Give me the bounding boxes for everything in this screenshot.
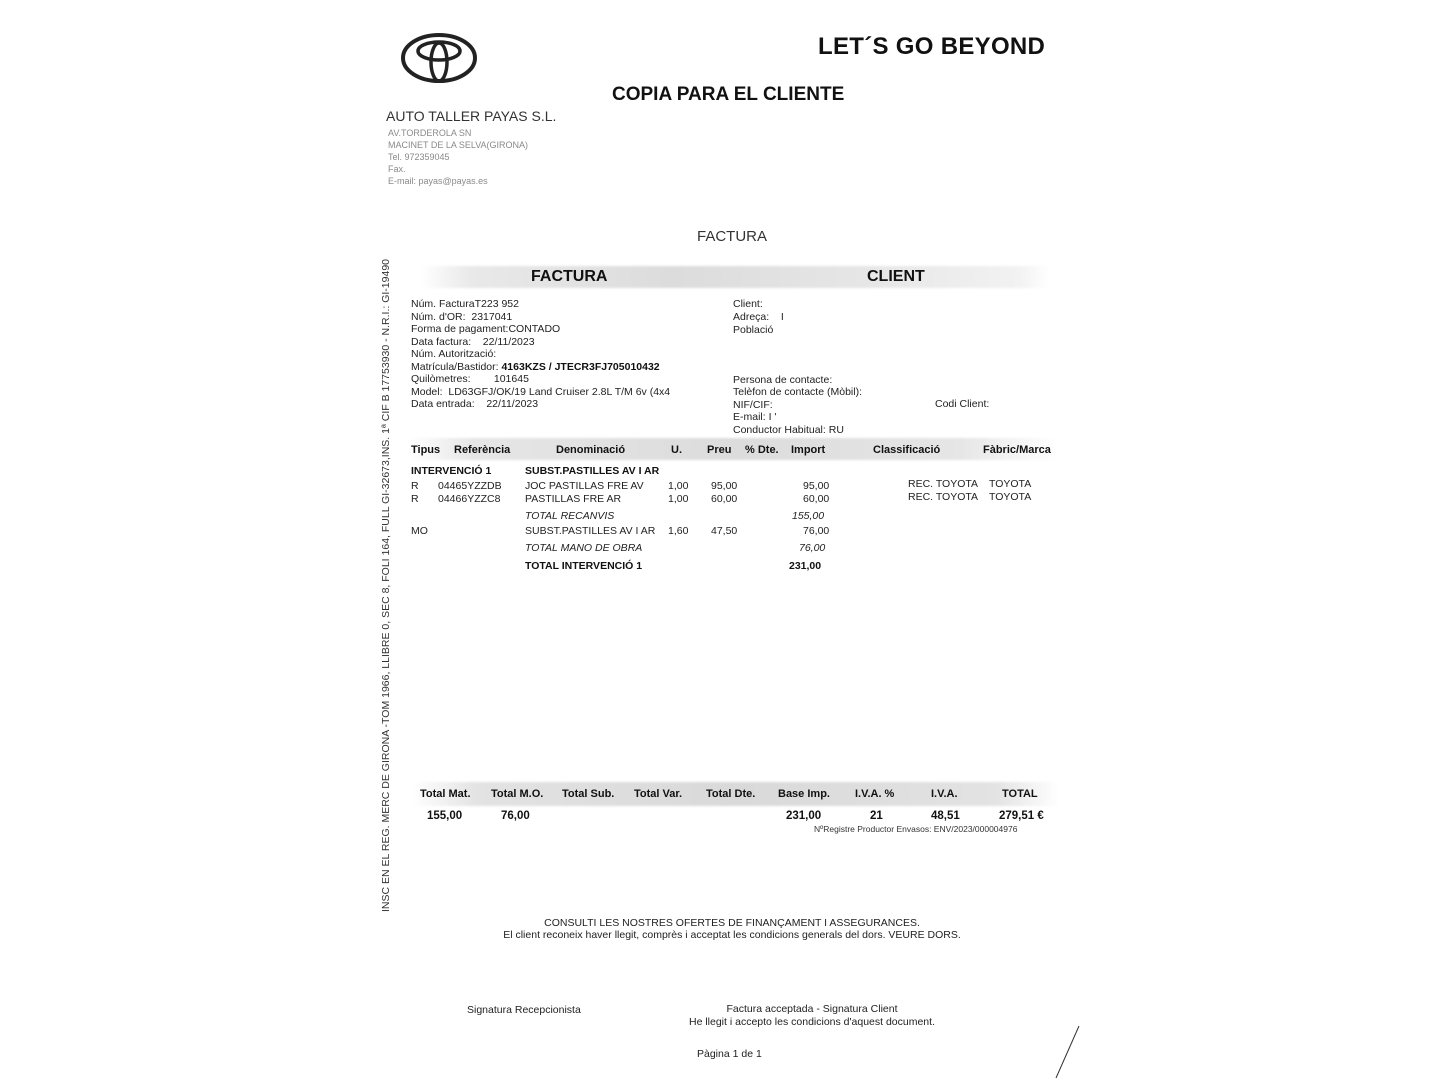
- client-city: Població: [733, 324, 774, 336]
- client-address: Adreça: I: [733, 311, 784, 323]
- company-phone: Tel. 972359045: [388, 152, 450, 162]
- client-phone: Telèfon de contacte (Mòbil):: [733, 386, 862, 398]
- row-type: MO: [411, 525, 428, 537]
- row-reference: 04465YZZDB: [438, 480, 502, 492]
- authorization-number: Núm. Autorització:: [411, 348, 497, 360]
- section-invoice-heading: FACTURA: [531, 268, 608, 285]
- invoice-date: Data factura: 22/11/2023: [411, 336, 535, 348]
- copy-label: COPIA PARA EL CLIENTE: [612, 84, 845, 105]
- vat-amount: 48,51: [931, 810, 960, 822]
- intervention-title: SUBST.PASTILLES AV I AR: [525, 465, 660, 477]
- totals-col-sub: Total Sub.: [562, 788, 615, 800]
- row-price: 47,50: [711, 525, 738, 537]
- section-client-heading: CLIENT: [867, 268, 925, 285]
- total-labour: 76,00: [501, 810, 530, 822]
- row-classification: REC. TOYOTA: [908, 491, 979, 503]
- totals-col-base: Base Imp.: [778, 788, 830, 800]
- grand-total: 279,51 €: [999, 810, 1044, 822]
- section-band: [420, 266, 1050, 288]
- company-email: E-mail: payas@payas.es: [388, 176, 488, 186]
- vat-percent: 21: [870, 810, 883, 822]
- row-reference: 04466YZZC8: [438, 493, 501, 505]
- row-type: R: [411, 493, 419, 505]
- total-intervention-value: 231,00: [789, 560, 822, 572]
- row-brand: TOYOTA: [989, 478, 1032, 490]
- slogan: LET´S GO BEYOND: [818, 33, 1046, 60]
- tax-base: 231,00: [786, 810, 822, 822]
- totals-col-iva: I.V.A.: [931, 788, 958, 800]
- client-code: Codi Client:: [935, 398, 990, 410]
- company-address-line: AV.TORDEROLA SN: [388, 128, 472, 138]
- toyota-logo: [400, 32, 478, 89]
- total-labour-value: 76,00: [799, 542, 826, 554]
- totals-col-dte: Total Dte.: [706, 788, 756, 800]
- totals-col-mat: Total Mat.: [420, 788, 471, 800]
- signature-receptionist: Signatura Recepcionista: [467, 1004, 581, 1016]
- totals-col-total: TOTAL: [1002, 788, 1038, 800]
- row-import: 95,00: [803, 480, 830, 492]
- totals-col-mo: Total M.O.: [491, 788, 544, 800]
- client-email: E-mail: I ': [733, 411, 777, 423]
- col-reference: Referència: [454, 444, 511, 456]
- col-import: Import: [791, 444, 826, 456]
- page-number: Pàgina 1 de 1: [697, 1048, 762, 1060]
- col-price: Preu: [707, 444, 732, 456]
- row-denomination: JOC PASTILLAS FRE AV: [525, 480, 644, 492]
- col-tipus: Tipus: [411, 444, 441, 456]
- signature-stroke: [1052, 1024, 1082, 1080]
- col-classification: Classificació: [873, 444, 941, 456]
- packaging-registry: NºRegistre Productor Envasos: ENV/2023/000004976: [814, 824, 1018, 834]
- company-name: AUTO TALLER PAYAS S.L.: [386, 108, 557, 124]
- signature-client-note: He llegit i accepto les condicions d'aquest document.: [689, 1016, 935, 1028]
- company-fax: Fax.: [388, 164, 406, 174]
- work-order-number: Núm. d'OR: 2317041: [411, 311, 513, 323]
- payment-method: Forma de pagament:CONTADO: [411, 323, 561, 335]
- company-address-line: MACINET DE LA SELVA(GIRONA): [388, 140, 529, 150]
- client-driver: Conductor Habitual: RU: [733, 424, 844, 436]
- col-units: U.: [671, 444, 682, 456]
- row-type: R: [411, 480, 419, 492]
- totals-col-iva-pct: I.V.A. %: [855, 788, 895, 800]
- row-units: 1,00: [668, 493, 689, 505]
- mileage: Quilòmetres: 101645: [411, 373, 529, 385]
- invoice-number: Núm. FacturaT223 952: [411, 298, 519, 310]
- totals-col-var: Total Var.: [634, 788, 683, 800]
- document-title: FACTURA: [697, 228, 768, 245]
- row-units: 1,00: [668, 480, 689, 492]
- total-material: 155,00: [427, 810, 463, 822]
- client-label: Client:: [733, 298, 763, 310]
- financing-offer: CONSULTI LES NOSTRES OFERTES DE FINANÇAMENT I ASSEGURANCES.: [544, 917, 920, 929]
- total-intervention-label: TOTAL INTERVENCIÓ 1: [525, 560, 643, 572]
- col-discount: % Dte.: [745, 444, 779, 456]
- total-parts-value: 155,00: [792, 510, 825, 522]
- registry-note: INSC EN EL REG. MERC DE GIRONA -TOM 1966, LLIBRE 0, SEC 8, FOLI 164, FULL GI-32673,INS. 1ª CIF B 17753930 - N.R.I.: GI-19490: [380, 259, 392, 912]
- vehicle-model: Model: LD63GFJ/OK/19 Land Cruiser 2.8L T/M 6v (4x4: [411, 386, 671, 398]
- col-brand: Fàbric/Marca: [983, 444, 1051, 456]
- total-labour-label: TOTAL MANO DE OBRA: [525, 542, 643, 554]
- client-nif: NIF/CIF:: [733, 399, 773, 411]
- plate-vin: Matrícula/Bastidor: 4163KZS / JTECR3FJ705010432: [411, 361, 660, 373]
- row-brand: TOYOTA: [989, 491, 1032, 503]
- row-price: 60,00: [711, 493, 738, 505]
- client-contact: Persona de contacte:: [733, 374, 833, 386]
- row-denomination: PASTILLAS FRE AR: [525, 493, 622, 505]
- signature-client: Factura acceptada - Signatura Client: [726, 1003, 898, 1015]
- row-denomination: SUBST.PASTILLES AV I AR: [525, 525, 656, 537]
- terms-acceptance: El client reconeix haver llegit, comprès i acceptat les condicions generals del dors. VEURE DORS.: [503, 929, 961, 941]
- intervention-label: INTERVENCIÓ 1: [411, 465, 492, 477]
- col-denomination: Denominació: [556, 444, 626, 456]
- row-units: 1,60: [668, 525, 689, 537]
- entry-date: Data entrada: 22/11/2023: [411, 398, 539, 410]
- row-import: 60,00: [803, 493, 830, 505]
- total-parts-label: TOTAL RECANVIS: [525, 510, 615, 522]
- row-classification: REC. TOYOTA: [908, 478, 979, 490]
- row-price: 95,00: [711, 480, 738, 492]
- row-import: 76,00: [803, 525, 830, 537]
